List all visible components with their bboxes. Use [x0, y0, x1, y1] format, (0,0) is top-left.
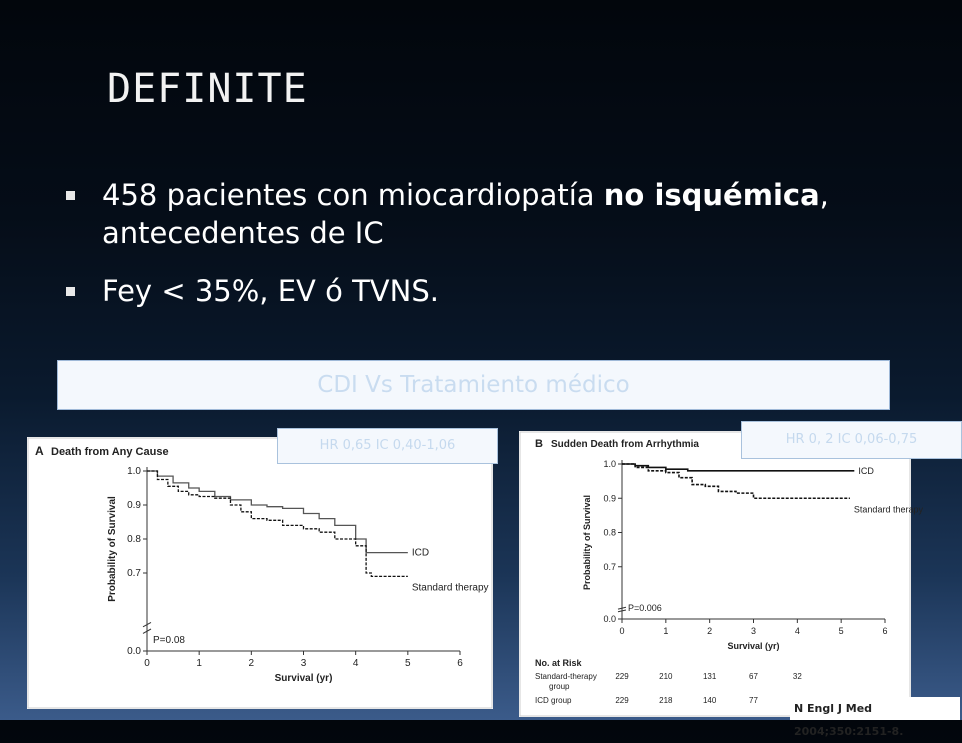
y-tick-label: 1.0: [603, 459, 616, 469]
y-axis-label: Probability of Survival: [582, 494, 592, 591]
x-tick-label: 3: [300, 658, 307, 669]
y-axis-label: Probability of Survival: [107, 496, 118, 602]
bullet-1-text-end: , antecedentes de IC: [102, 178, 829, 250]
comparison-banner: CDI Vs Tratamiento médico: [57, 360, 890, 410]
chart-b-svg: [519, 431, 923, 717]
hazard-ratio-b: HR 0, 2 IC 0,06-0,75: [741, 421, 962, 459]
y-tick-label: 1.0: [127, 466, 141, 477]
bullet-item-2: [66, 272, 926, 310]
risk-row-label: Standard-therapy: [535, 672, 597, 681]
series-line-standard-therapy: [622, 464, 850, 498]
series-label: ICD: [411, 547, 430, 559]
bullet-list: [66, 176, 926, 330]
p-value: P=0.08: [153, 635, 185, 646]
y-tick-label: 0.8: [127, 534, 141, 545]
series-line-icd: [147, 471, 408, 553]
y-tick-label: 0.0: [603, 614, 616, 624]
risk-cell: 218: [659, 696, 673, 705]
y-tick-label: 0.0: [127, 646, 141, 657]
x-tick-label: 6: [882, 626, 888, 636]
risk-cell: 210: [659, 672, 673, 681]
risk-cell: 140: [702, 696, 717, 705]
bullet-1-text: 458 pacientes con miocardiopatía: [102, 178, 604, 212]
bullet-square-icon: [66, 191, 75, 200]
x-tick-label: 2: [707, 626, 713, 636]
y-tick-label: 0.7: [603, 561, 616, 572]
x-tick-label: 5: [405, 658, 411, 669]
risk-cell: 67: [749, 672, 758, 681]
risk-cell: 229: [615, 672, 629, 681]
chart-title: Sudden Death from Arrhythmia: [551, 439, 699, 450]
y-tick-label: 0.7: [127, 568, 141, 579]
x-tick-label: 0: [144, 658, 150, 669]
risk-cell: 131: [702, 672, 717, 681]
risk-cell: 32: [792, 672, 802, 681]
x-tick-label: 2: [248, 658, 255, 669]
x-axis-label: Survival (yr): [274, 673, 333, 684]
x-tick-label: 4: [794, 626, 800, 636]
x-tick-label: 4: [352, 658, 359, 669]
bullet-square-icon: [66, 287, 75, 296]
bullet-1-emphasis: no isquémica: [603, 178, 820, 212]
chart-panel-a: [27, 437, 493, 709]
risk-row-label: ICD group: [535, 696, 572, 705]
x-axis-label: Survival (yr): [727, 641, 780, 651]
series-label: Standard therapy: [411, 582, 489, 594]
risk-table-header: No. at Risk: [535, 658, 582, 668]
risk-row-label-cont: group: [549, 682, 570, 691]
series-label: Standard therapy: [853, 504, 923, 515]
citation: N Engl J Med 2004;350:2151-8.: [790, 697, 960, 720]
chart-frame: [28, 438, 492, 708]
x-tick-label: 1: [663, 626, 669, 636]
chart-a-svg: [27, 437, 493, 709]
chart-panel-b: [519, 431, 923, 717]
risk-cell: 229: [615, 696, 629, 705]
p-value: P=0.006: [628, 603, 662, 613]
x-tick-label: 6: [457, 658, 463, 669]
y-tick-label: 0.9: [603, 493, 616, 504]
bullet-2-text: Fey < 35%, EV ó TVNS.: [102, 274, 439, 308]
series-line-standard-therapy: [147, 471, 408, 576]
chart-title: Death from Any Cause: [51, 446, 169, 458]
risk-cell: 77: [749, 696, 758, 705]
series-line-icd: [622, 464, 854, 471]
chart-panel-label: B: [535, 438, 543, 450]
y-tick-label: 0.9: [127, 500, 141, 511]
bullet-item-1: [66, 176, 926, 252]
series-label: ICD: [858, 465, 874, 476]
x-tick-label: 5: [838, 626, 844, 636]
y-tick-label: 0.8: [603, 527, 616, 538]
slide-title: DEFINITE: [107, 66, 308, 112]
x-tick-label: 1: [196, 658, 202, 669]
x-tick-label: 3: [750, 626, 757, 636]
hazard-ratio-a: HR 0,65 IC 0,40-1,06: [277, 428, 498, 464]
chart-panel-label: A: [35, 444, 44, 458]
x-tick-label: 0: [619, 626, 625, 636]
